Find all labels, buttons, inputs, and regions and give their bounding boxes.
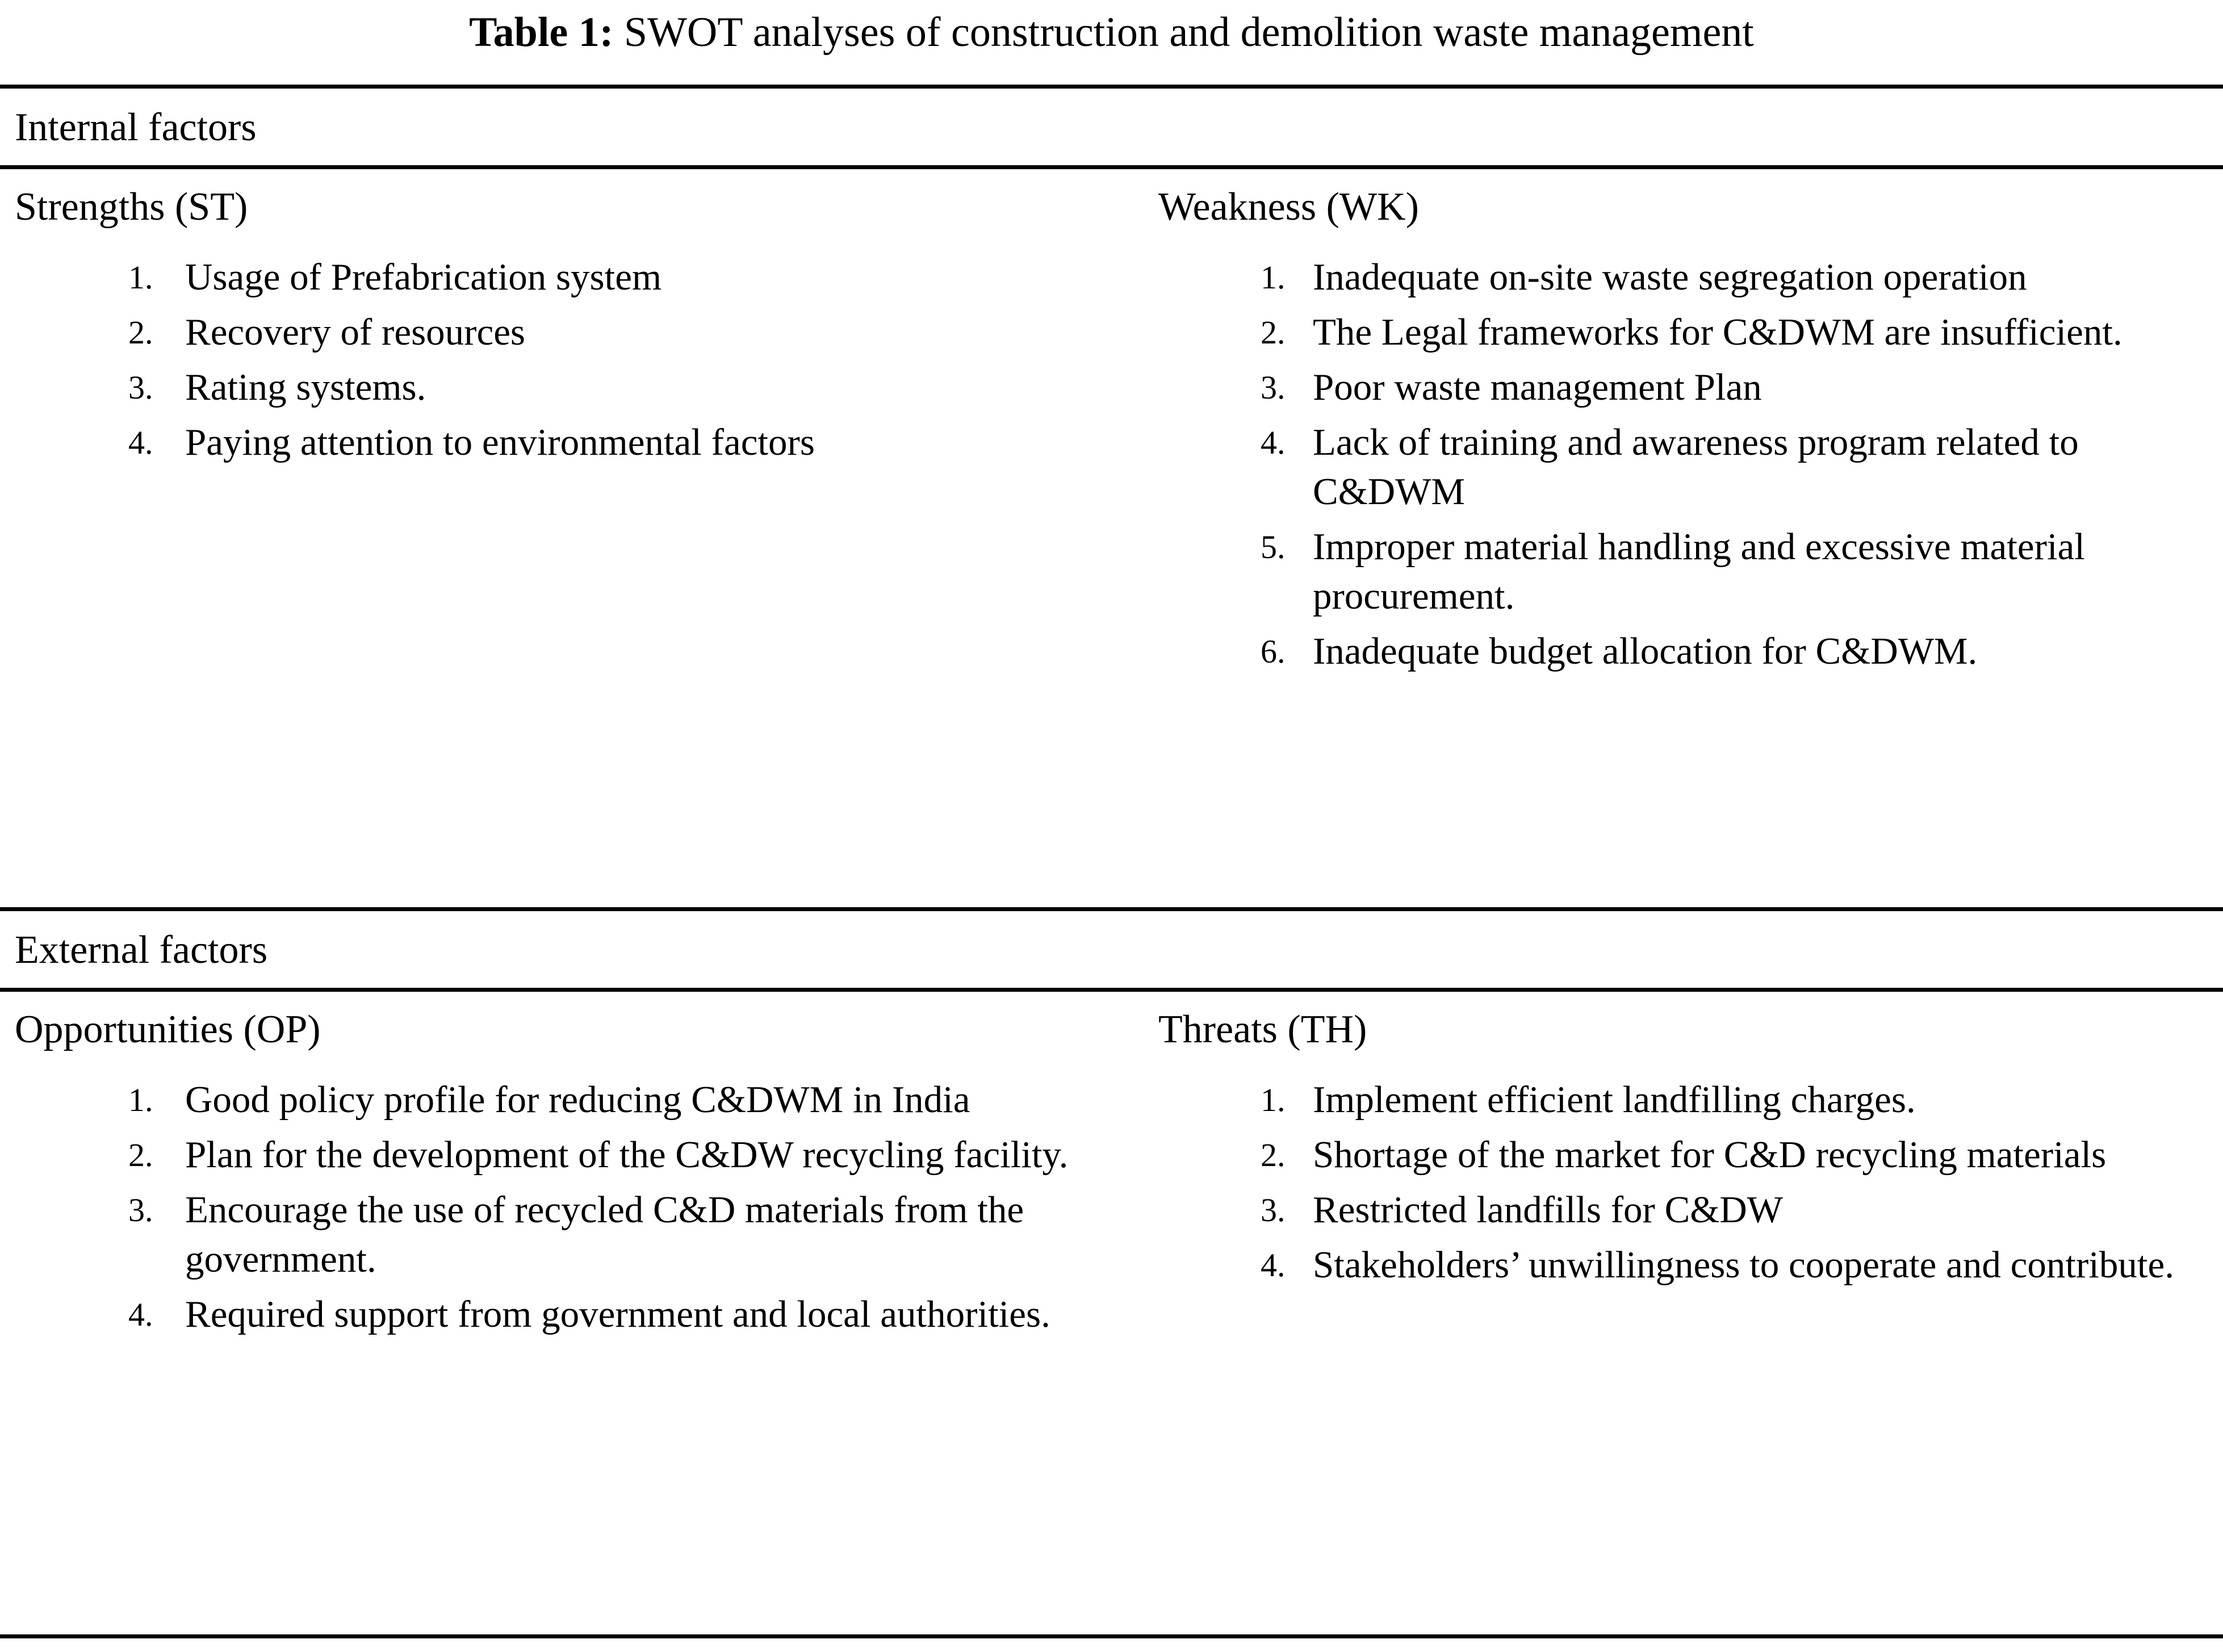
- threats-quadrant: [1147, 992, 2223, 1295]
- table-caption-text: SWOT analyses of construction and demolition waste management: [623, 9, 1754, 56]
- threats-heading: Threats (TH): [1158, 1008, 1367, 1052]
- external-factors-band: [0, 911, 2223, 988]
- weakness-heading: Weakness (WK): [1158, 185, 1419, 229]
- internal-factors-rule: [0, 165, 2223, 169]
- external-factors-rule: [0, 988, 2223, 992]
- external-factors-top-rule: [0, 907, 2223, 911]
- bottom-spacer: [0, 1605, 2223, 1634]
- internal-factors-band: [0, 89, 2223, 165]
- strengths-heading: Strengths (ST): [15, 185, 248, 229]
- list-item: Poor waste management Plan: [1313, 366, 1762, 408]
- list-item: Stakeholders’ unwillingness to cooperate and contribute.: [1313, 1243, 2175, 1286]
- internal-quadrants: [0, 169, 2223, 907]
- list-item: Recovery of resources: [185, 311, 526, 353]
- list-item: Usage of Prefabrication system: [185, 255, 662, 298]
- list-item: Inadequate on-site waste segregation operation: [1313, 255, 2027, 298]
- table-top-rule: [0, 85, 2223, 89]
- list-item: Plan for the development of the C&DW recycling facility.: [185, 1133, 1069, 1176]
- threats-list: [1158, 1075, 2189, 1290]
- list-item: The Legal frameworks for C&DWM are insufficient.: [1313, 311, 2122, 353]
- list-item: Encourage the use of recycled C&D materials from the government.: [185, 1188, 1024, 1280]
- list-item: Improper material handling and excessive material procurement.: [1313, 526, 2085, 618]
- list-item: Good policy profile for reducing C&DWM in India: [185, 1078, 970, 1121]
- strengths-quadrant: [0, 169, 1147, 473]
- strengths-list: [15, 253, 1136, 467]
- opportunities-list: [15, 1075, 1136, 1339]
- table-caption-label: Table 1:: [469, 9, 614, 56]
- external-factors-label: External factors: [15, 928, 268, 972]
- list-item: Required support from government and local authorities.: [185, 1293, 1050, 1336]
- opportunities-quadrant: [0, 992, 1147, 1345]
- list-item: Lack of training and awareness program related to C&DWM: [1313, 421, 2079, 513]
- list-item: Implement efficient landfilling charges.: [1313, 1078, 1916, 1121]
- list-item: Restricted landfills for C&DW: [1313, 1188, 1784, 1231]
- table-bottom-rule: [0, 1634, 2223, 1638]
- list-item: Inadequate budget allocation for C&DWM.: [1313, 630, 1978, 673]
- internal-factors-label: Internal factors: [15, 106, 257, 150]
- external-quadrants: [0, 992, 2223, 1605]
- list-item: Rating systems.: [185, 366, 426, 408]
- list-item: Shortage of the market for C&D recycling materials: [1313, 1133, 2107, 1176]
- opportunities-heading: Opportunities (OP): [15, 1008, 321, 1052]
- table-caption: [0, 0, 2223, 57]
- list-item: Paying attention to environmental factors: [185, 421, 815, 463]
- weakness-quadrant: [1147, 169, 2223, 682]
- weakness-list: [1158, 253, 2189, 677]
